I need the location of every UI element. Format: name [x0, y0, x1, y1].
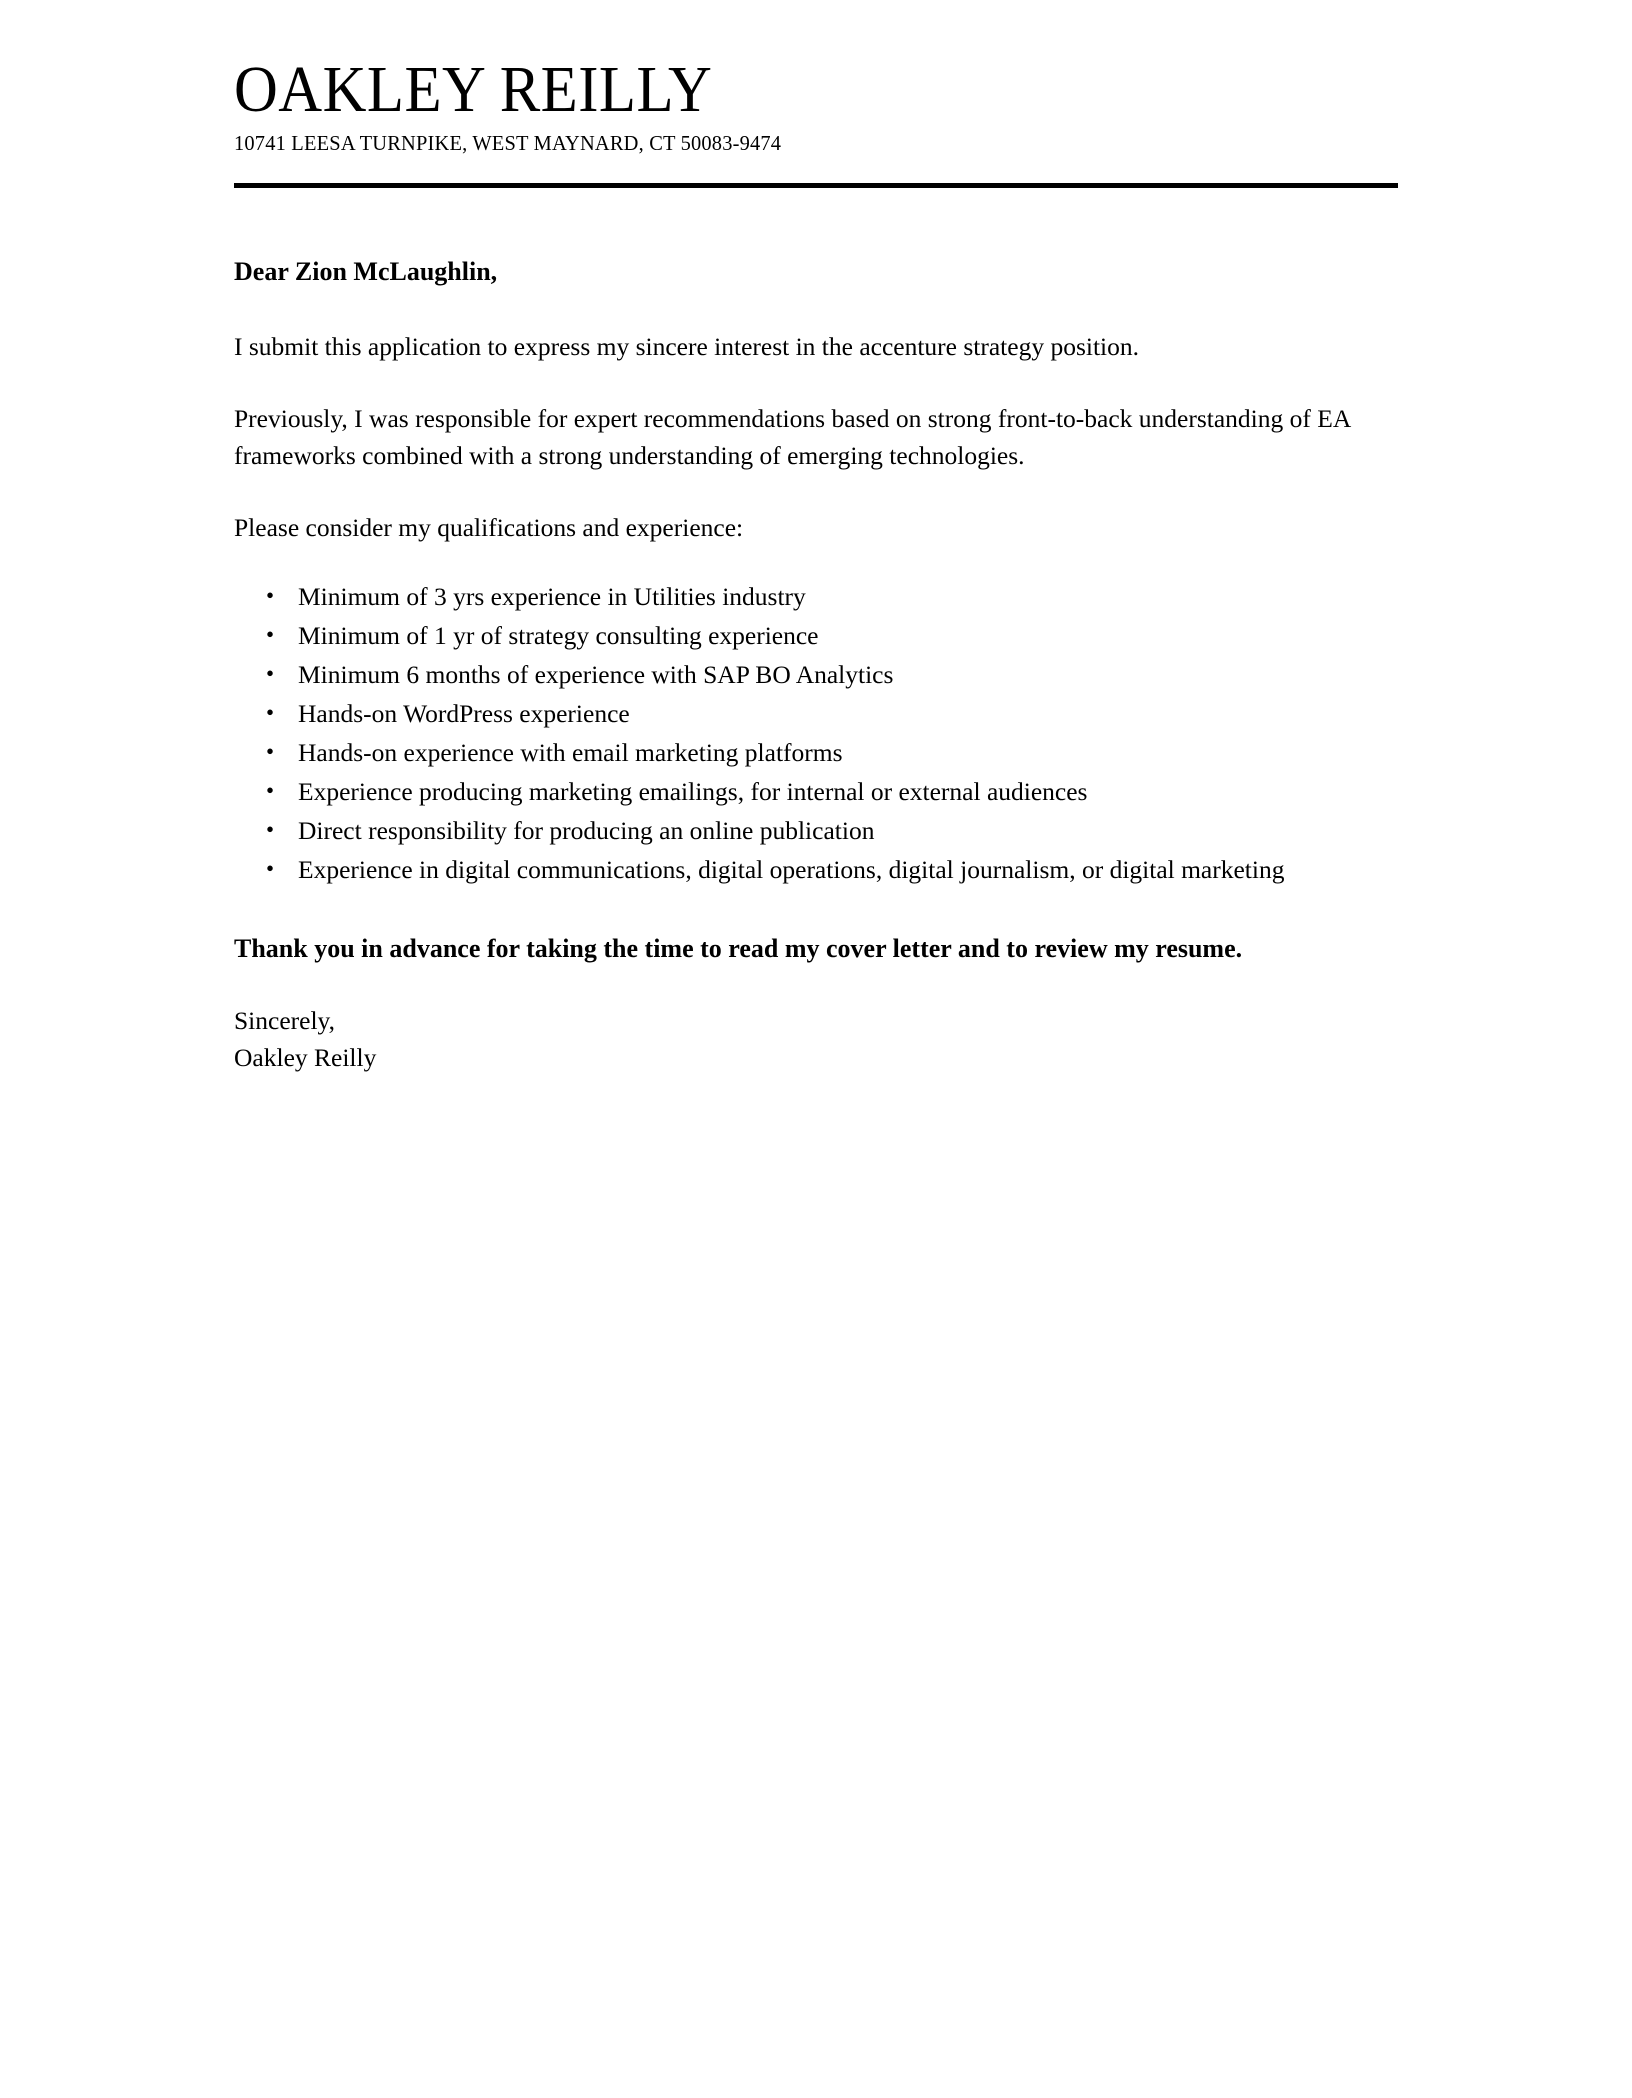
address-line: 10741 LEESA TURNPIKE, WEST MAYNARD, CT 50083-9474	[234, 131, 782, 156]
letterhead	[234, 53, 1398, 188]
list-item-label: Hands-on experience with email marketing platforms	[298, 737, 843, 767]
signoff	[234, 1003, 1398, 1075]
list-item	[288, 696, 1398, 733]
page-title: OAKLEY REILLY	[234, 53, 713, 126]
list-item-label: Minimum 6 months of experience with SAP BO Analytics	[298, 659, 894, 689]
list-item	[288, 579, 1398, 616]
list-item	[288, 735, 1398, 772]
list-item-label: Minimum of 3 yrs experience in Utilities industry	[298, 581, 806, 611]
list-item-label: Experience producing marketing emailings, for internal or external audiences	[298, 776, 1088, 806]
list-item-label: Hands-on WordPress experience	[298, 698, 630, 728]
list-item	[288, 852, 1398, 889]
list-item-label: Experience in digital communications, digital operations, digital journalism, or digital marketing	[298, 854, 1285, 884]
letter-body	[234, 254, 1398, 1076]
qualifications-list	[234, 579, 1398, 889]
closing-statement: Thank you in advance for taking the time to read my cover letter and to review my resume.	[234, 933, 1243, 963]
document-content	[116, 0, 1516, 1076]
list-item	[288, 774, 1398, 811]
signoff-phrase: Sincerely,	[234, 1006, 336, 1036]
list-item	[288, 657, 1398, 694]
salutation: Dear Zion McLaughlin,	[234, 257, 498, 287]
intro-paragraph: I submit this application to express my sincere interest in the accenture strategy position.	[234, 332, 1140, 362]
list-item	[288, 813, 1398, 850]
list-item-label: Minimum of 1 yr of strategy consulting experience	[298, 620, 819, 650]
qualifications-lead-in: Please consider my qualifications and experience:	[234, 513, 744, 543]
experience-paragraph: Previously, I was responsible for expert recommendations based on strong front-to-back understanding of EA frameworks combined with a strong understanding of emerging technologies.	[234, 404, 1350, 470]
header-divider	[234, 183, 1398, 188]
signoff-name: Oakley Reilly	[234, 1042, 377, 1072]
list-item-label: Direct responsibility for producing an online publication	[298, 815, 875, 845]
list-item	[288, 618, 1398, 655]
